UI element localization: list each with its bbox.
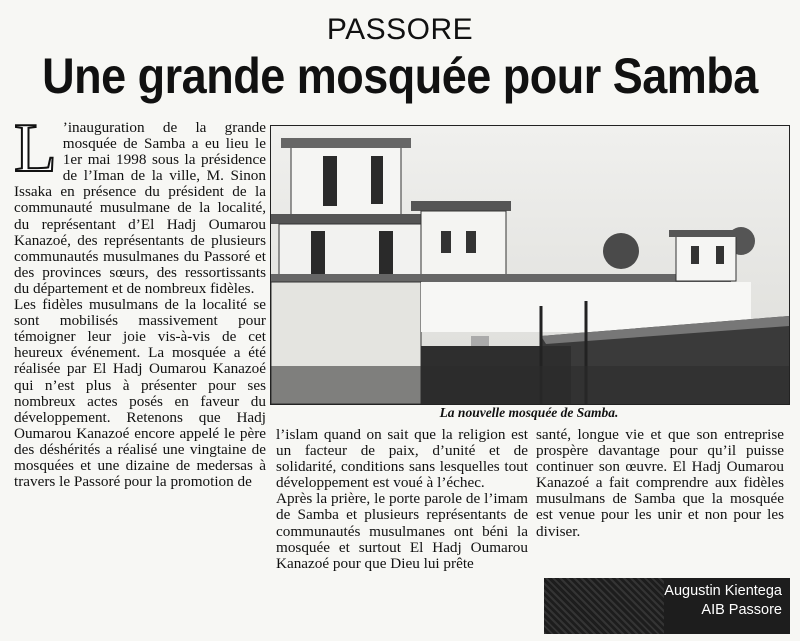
mosque-photo-illustration (271, 126, 789, 404)
photo-caption: La nouvelle mosquée de Samba. (439, 405, 619, 420)
article-column-1 (14, 110, 266, 491)
byline-box (544, 578, 790, 634)
paragraph-2: Les fidèles musulmans de la localité se sont mobilisés massivement pour témoigner leur joie vis-à-vis de cet heureux événement. La mosquée a été réalisée par El Hadj Oumarou Kanazoé qui n’est plus à présenter pour ses nombreux actes posés en faveur du développement. Retenons que Hadj Oumarou Kanazoé encore appelé le père des déshérités a réalisé une vingtaine de mosquées et une dizaine de medersas à travers le Passoré pour la promotion de (14, 296, 266, 491)
article-column-2 (276, 427, 528, 572)
mosque-photo (270, 125, 790, 405)
article-headline: Une grande mosquée pour Samba (42, 46, 758, 104)
paragraph-5: santé, longue vie et que son entreprise prospère davantage pour qu’il puisse continuer son œuvre. El Hadj Oumarou Kanazoé a fait comprendre aux fidèles musulmans de Samba que la mosquée est venue pour les unir et non pour les diviser. (536, 426, 784, 540)
paragraph-1: ’inauguration de la grande mosquée de Samba a eu lieu le 1er mai 1998 sous la présidence de l’Iman de la ville, M. Sinon Issaka en présence du président de la communauté musulmane de la localité, du représentant d’El Hadj Oumarou Kanazoé, des représentants de plusieurs communautés musulmanes du Passoré et des provinces sœurs, des ressortissants du département et de nombreux fidèles. (14, 119, 266, 297)
paragraph-4: Après la prière, le porte parole de l’imam de Samba et plusieurs représentants de communautés musulmanes ont béni la mosquée et surtout El Hadj Oumarou Kanazoé pour que Dieu lui prête (276, 490, 528, 572)
drop-cap: L (14, 110, 57, 187)
section-kicker: PASSORE (326, 13, 474, 46)
paragraph-3: l’islam quand on sait que la religion est un facteur de paix, d’unité et de solidarité, conditions sans lesquelles tout développement est voué à l’échec. (276, 426, 528, 492)
article-column-3 (536, 427, 784, 540)
byline-agency: AIB Passore (701, 602, 782, 618)
byline-author: Augustin Kientega (664, 583, 782, 599)
